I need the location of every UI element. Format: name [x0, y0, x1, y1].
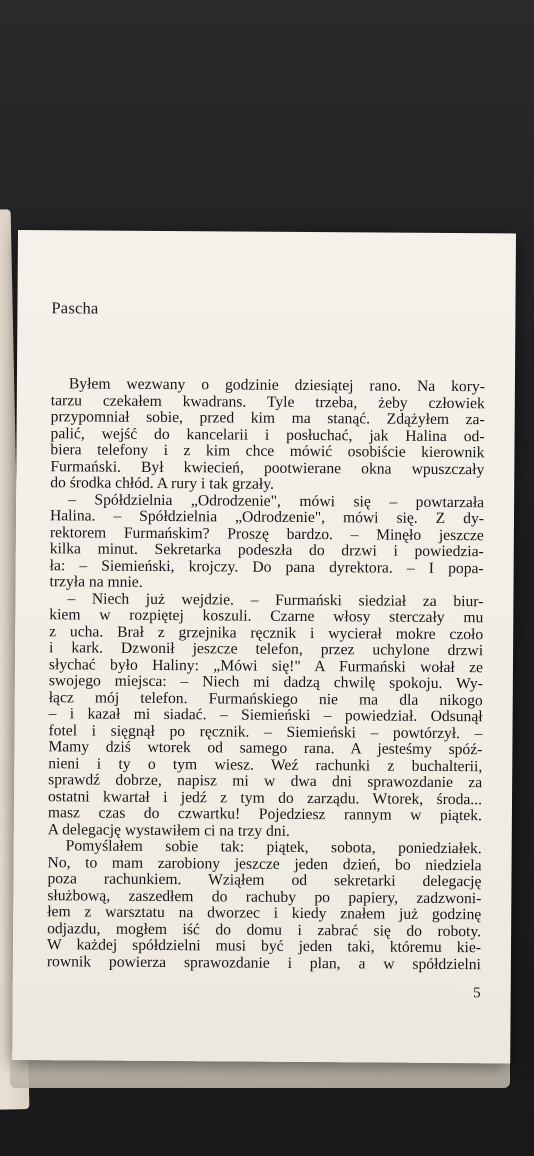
- body-text: [47, 376, 485, 973]
- text-line: W każdej spółdzielni musi być jeden taki, któremu kie-: [46, 936, 482, 957]
- text-line: masz czas do czwartku! Pojedziesz rannym w piątek.: [47, 804, 482, 825]
- text-line: Halina. – Spółdzielnia „Odrodzenie", mówi się. Z dy-: [49, 507, 485, 528]
- text-line: No, to mam zarobiony jeszcze jeden dzień, bo niedziela: [47, 853, 482, 874]
- text-line: fotel i sięgnął po ręcznik. – Siemieński – powtórzył. –: [48, 721, 483, 742]
- text-line: poza rachunkiem. Wziąłem od sekretarki delegację: [47, 870, 482, 891]
- text-line: służbową, zaszedłem do rachuby po papiery, zadzwoni-: [47, 886, 482, 907]
- text-line: łem z warsztatu na dworzec i kiedy znałem już godzinę: [47, 903, 482, 924]
- text-line: kiem w rozpiętej koszuli. Czarne włosy sterczały mu: [49, 606, 484, 627]
- text-line: i kark. Dzwonił jeszcze telefon, przez uchylone drzwi: [49, 639, 484, 660]
- text-line: przypomniał sobie, przed kim ma stanąć. Zdążyłem za-: [50, 408, 485, 429]
- text-line: tarzu czekałem kwadrans. Tyle trzeba, żeby człowiek: [50, 391, 485, 412]
- text-line: sprawdź dobrze, napisz mi w dwa dni sprawozdanie za: [48, 771, 483, 792]
- text-line: z ucha. Brał z grzejnika ręcznik i wycierał mokre czoło: [49, 622, 484, 643]
- text-line: Mamy dziś wtorek od samego rana. A jesteśmy spóź-: [48, 738, 483, 759]
- text-line: rownik powierza sprawozdanie i plan, a w spółdzielni: [46, 952, 481, 973]
- text-line: – Spółdzielnia „Odrodzenie", mówi się – powtarzała: [68, 490, 485, 511]
- text-line: biera telefony i z kim chce mówić osobiście kierownik: [50, 441, 485, 462]
- text-line: do środka chłód. A rury i tak grzały.: [50, 474, 275, 493]
- text-line: – i kazał mi siadać. – Siemieński – powiedział. Odsunął: [48, 705, 483, 726]
- text-line: łącz mój telefon. Furmańskiego nie ma dla nikogo: [48, 688, 483, 709]
- text-line: rektorem Furmańskim? Proszę bardzo. – Minęło jeszcze: [49, 523, 484, 544]
- text-line: Furmański. Był kwiecień, pootwierane okna wpuszczały: [50, 457, 485, 478]
- text-line: słychać było Haliny: „Mówi się!" A Furmański wołał ze: [48, 655, 484, 676]
- text-line: Byłem wezwany o godzinie dziesiątej rano. Na kory-: [68, 375, 485, 396]
- text-line: swojego miejsca: – Niech mi dadzą chwilę spokoju. Wy-: [48, 672, 483, 693]
- text-line: – Niech już wejdzie. – Furmański siedział za biur-: [67, 589, 484, 610]
- book-bottom-edge: [10, 1060, 510, 1088]
- page-number: 5: [473, 985, 481, 1002]
- text-line: Pomyślałem sobie tak: piątek, sobota, poniedziałek.: [65, 837, 482, 858]
- text-line: ła: – Siemieński, krojczy. Do pana dyrektora. – I popa-: [49, 556, 484, 577]
- text-line: palić, wejść do kancelarii i posłuchać, jak Halina od-: [50, 424, 485, 445]
- text-line: kilka minut. Sekretarka podeszła do drzwi i powiedzia-: [49, 540, 484, 561]
- text-line: A delegację wystawiłem ci na trzy dni.: [47, 820, 290, 840]
- text-line: ostatni kwartał i jedź z tym do zarządu. Wtorek, środa...: [47, 787, 483, 808]
- chapter-title: Pascha: [51, 298, 99, 318]
- book-page: [12, 230, 516, 1063]
- text-line: odjazdu, mogłem iść do domu i zabrać się do roboty.: [47, 919, 482, 940]
- text-line: trzyła na mnie.: [49, 573, 143, 591]
- text-line: nieni i ty o tym wiesz. Weź rachunki z buchalterii,: [48, 754, 483, 775]
